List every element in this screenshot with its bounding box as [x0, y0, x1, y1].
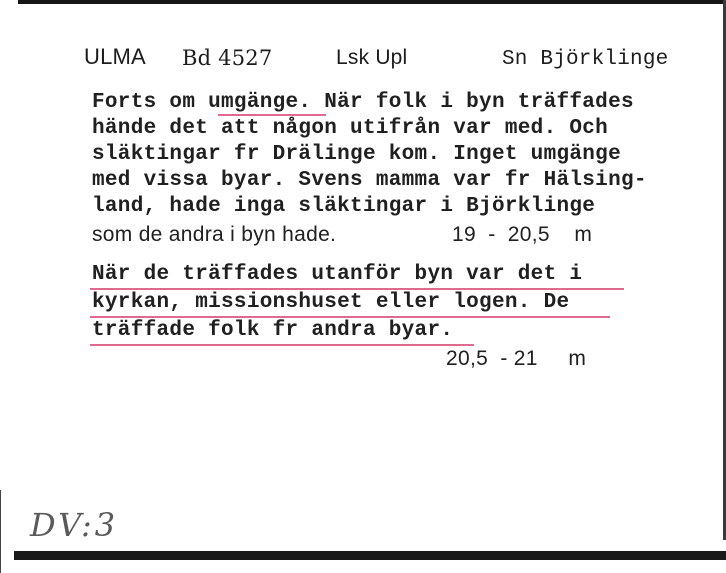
underline-para2-line3: [90, 344, 474, 346]
archive-code: ULMA: [84, 44, 146, 69]
para2-page-ref: [446, 346, 586, 374]
para2-line1: När de träffades utanför byn var det i: [92, 263, 583, 286]
para1-page-ref-text: 19 - 20,5 m: [452, 223, 593, 246]
para1-line3: släktingar fr Drälinge kom. Inget umgänge: [92, 143, 621, 166]
para1-line2: hände det att någon utifrån var med. Och: [92, 117, 609, 140]
volume-number: Bd 4527: [182, 46, 273, 70]
para1-page-ref: [452, 222, 592, 250]
top-border: [18, 0, 726, 4]
para1-line5: land, hade inga släktingar i Björklinge: [92, 195, 596, 218]
left-border: [0, 490, 1, 573]
para1-line1: Forts om umgänge. När folk i byn träffades: [92, 91, 634, 114]
para2-line2: kyrkan, missionshuset eller logen. De: [92, 291, 570, 314]
bottom-border: [14, 551, 726, 560]
underline-para2-line2: [90, 316, 610, 318]
para1-line6-text: som de andra i byn hade.: [92, 223, 337, 246]
para1-line6: [92, 222, 336, 250]
underline-para2-line1: [90, 288, 624, 290]
para2-page-ref-text: 20,5 - 21 m: [446, 347, 587, 370]
province-label: Lsk Upl: [336, 46, 408, 69]
parish-label: Sn Björklinge: [502, 48, 669, 71]
para1-line4: med vissa byar. Svens mamma var fr Hälsing-: [92, 169, 647, 192]
para2-line3: träffade folk fr andra byar.: [92, 319, 454, 342]
handwritten-mark: DV:3: [30, 506, 119, 544]
underline-umgange: [218, 114, 326, 116]
